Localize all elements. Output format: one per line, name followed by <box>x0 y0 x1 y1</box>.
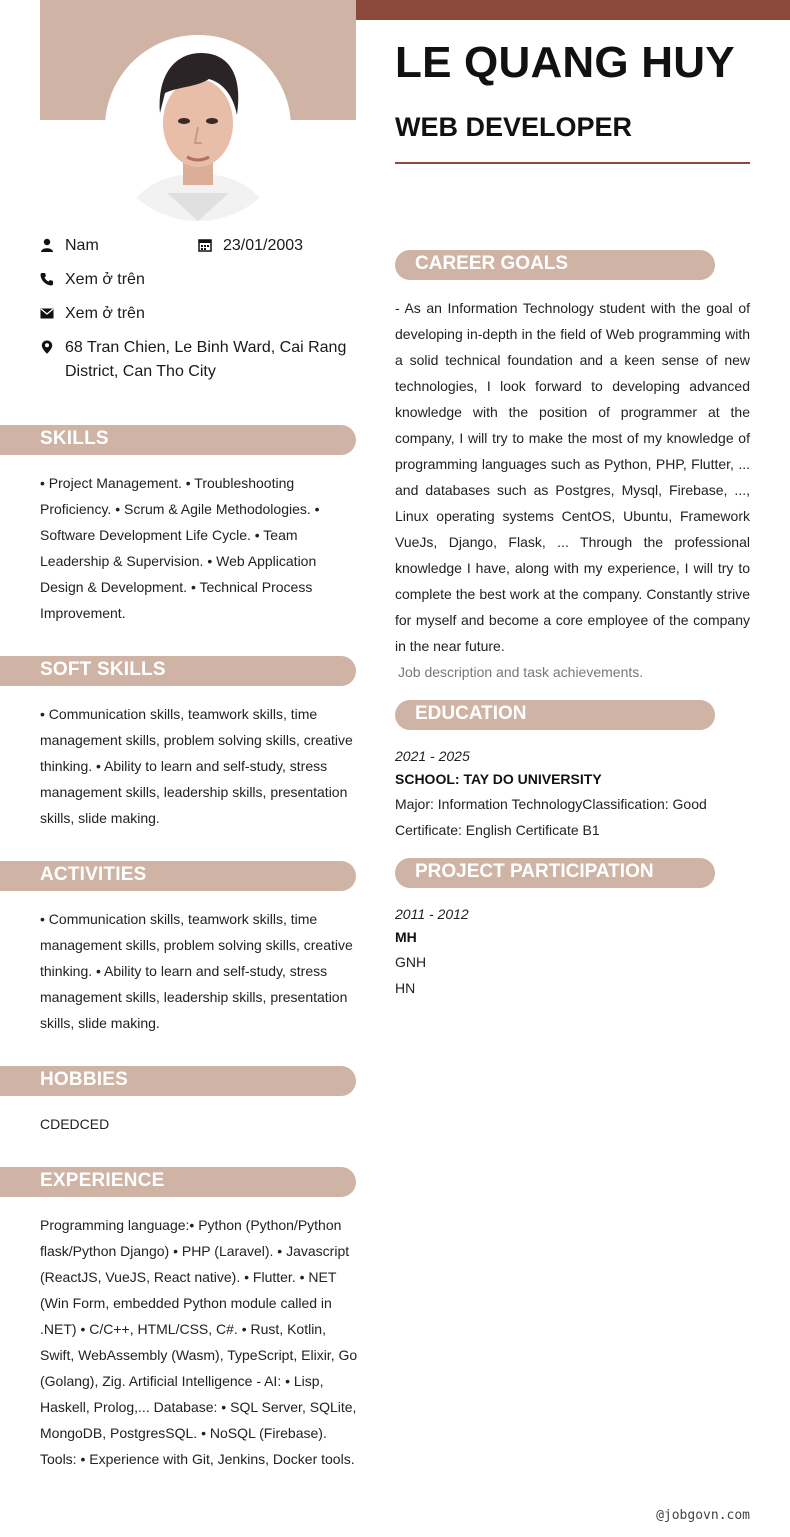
education-major: Major: Information TechnologyClassification: Good <box>395 796 707 812</box>
phone-value: Xem ở trên <box>65 271 145 288</box>
projects-heading: PROJECT PARTICIPATION <box>395 858 715 888</box>
experience-text: Programming language:• Python (Python/Python flask/Python Django) • PHP (Laravel). • Javascript (ReactJS, VueJS, React native). • Flutter. • NET (Win Form, embedded Python module called in .NET) • C/C++, HTML/CSS, C#. • Rust, Kotlin, Swift, WebAssembly (Wasm), TypeScript, Elixir, Go (Golang), Zig. Artificial Intelligence - AI: • Lisp, Haskell, Prolog,... Database: • SQL Server, SQLite, MongoDB, PostgresSQL. • NoSQL (Firebase). Tools: • Experience with Git, Jenkins, Docker tools. <box>40 1217 358 1467</box>
soft-skills-text: • Communication skills, teamwork skills, time management skills, problem solving skills, creative thinking. • Ability to learn and self-study, stress management skills, leadership skills, presentation skills, slide making. <box>40 706 353 826</box>
email-icon <box>40 306 54 320</box>
activities-heading: ACTIVITIES <box>0 861 356 891</box>
person-icon <box>40 238 54 252</box>
skills-heading: SKILLS <box>0 425 356 455</box>
education-certificate: Certificate: English Certificate B1 <box>395 822 600 838</box>
soft-skills-heading: SOFT SKILLS <box>0 656 356 686</box>
email-row <box>40 302 340 326</box>
header-accent-bar <box>356 0 790 20</box>
footer-watermark: @jobgovn.com <box>656 1508 750 1523</box>
avatar <box>105 35 291 221</box>
activities-text: • Communication skills, teamwork skills, time management skills, problem solving skills, creative thinking. • Ability to learn and self-study, stress management skills, leadership skills, presentation skills, slide making. <box>40 911 353 1031</box>
career-goals-text: - As an Information Technology student with the goal of developing in-depth in the field of Web programming with a solid technical foundation and a keen sense of new technologies, I look forward to developing advanced knowledge with the position of programmer at the company, I will try to make the most of my knowledge of programming languages such as Python, PHP, Flutter, ... and databases such as Postgres, Mysql, Firebase, ..., Linux operating systems CentOS, Ubuntu, Framework VueJs, Django, Flask, ... Through the professional knowledge I have, along with my experience, I will try to complete the best work at the company. Constantly strive for myself and become a core employee of the company in the near future. <box>395 300 750 654</box>
hobbies-text: CDEDCED <box>40 1116 110 1132</box>
career-goals-heading: CAREER GOALS <box>395 250 715 280</box>
hobbies-heading: HOBBIES <box>0 1066 356 1096</box>
career-goals-note: Job description and task achievements. <box>398 664 644 680</box>
calendar-icon <box>198 238 212 252</box>
education-heading: EDUCATION <box>395 700 715 730</box>
candidate-name: LE QUANG HUY <box>395 38 735 87</box>
birthdate-value: 23/01/2003 <box>223 237 304 254</box>
project-period: 2011 - 2012 <box>395 906 469 922</box>
education-period: 2021 - 2025 <box>395 748 470 764</box>
project-name: MH <box>395 929 417 945</box>
address-value: 68 Tran Chien, Le Binh Ward, Cai Rang District, Can Tho City <box>65 339 347 380</box>
experience-heading: EXPERIENCE <box>0 1167 356 1197</box>
title-divider <box>395 162 750 164</box>
project-line-2: HN <box>395 980 416 996</box>
email-value: Xem ở trên <box>65 305 145 322</box>
skills-text: • Project Management. • Troubleshooting Proficiency. • Scrum & Agile Methodologies. • Software Development Life Cycle. • Team Leadership & Supervision. • Web Application Design & Development. • Technical Process Improvement. <box>40 475 320 621</box>
gender-value: Nam <box>65 237 99 254</box>
job-title: WEB DEVELOPER <box>395 112 633 142</box>
phone-row <box>40 268 340 292</box>
project-line-1: GNH <box>395 954 427 970</box>
education-school: SCHOOL: TAY DO UNIVERSITY <box>395 771 602 787</box>
phone-icon <box>40 272 54 286</box>
location-pin-icon <box>40 340 54 354</box>
address-row <box>40 336 350 384</box>
gender-row <box>40 234 190 258</box>
birthdate-row <box>198 234 358 258</box>
